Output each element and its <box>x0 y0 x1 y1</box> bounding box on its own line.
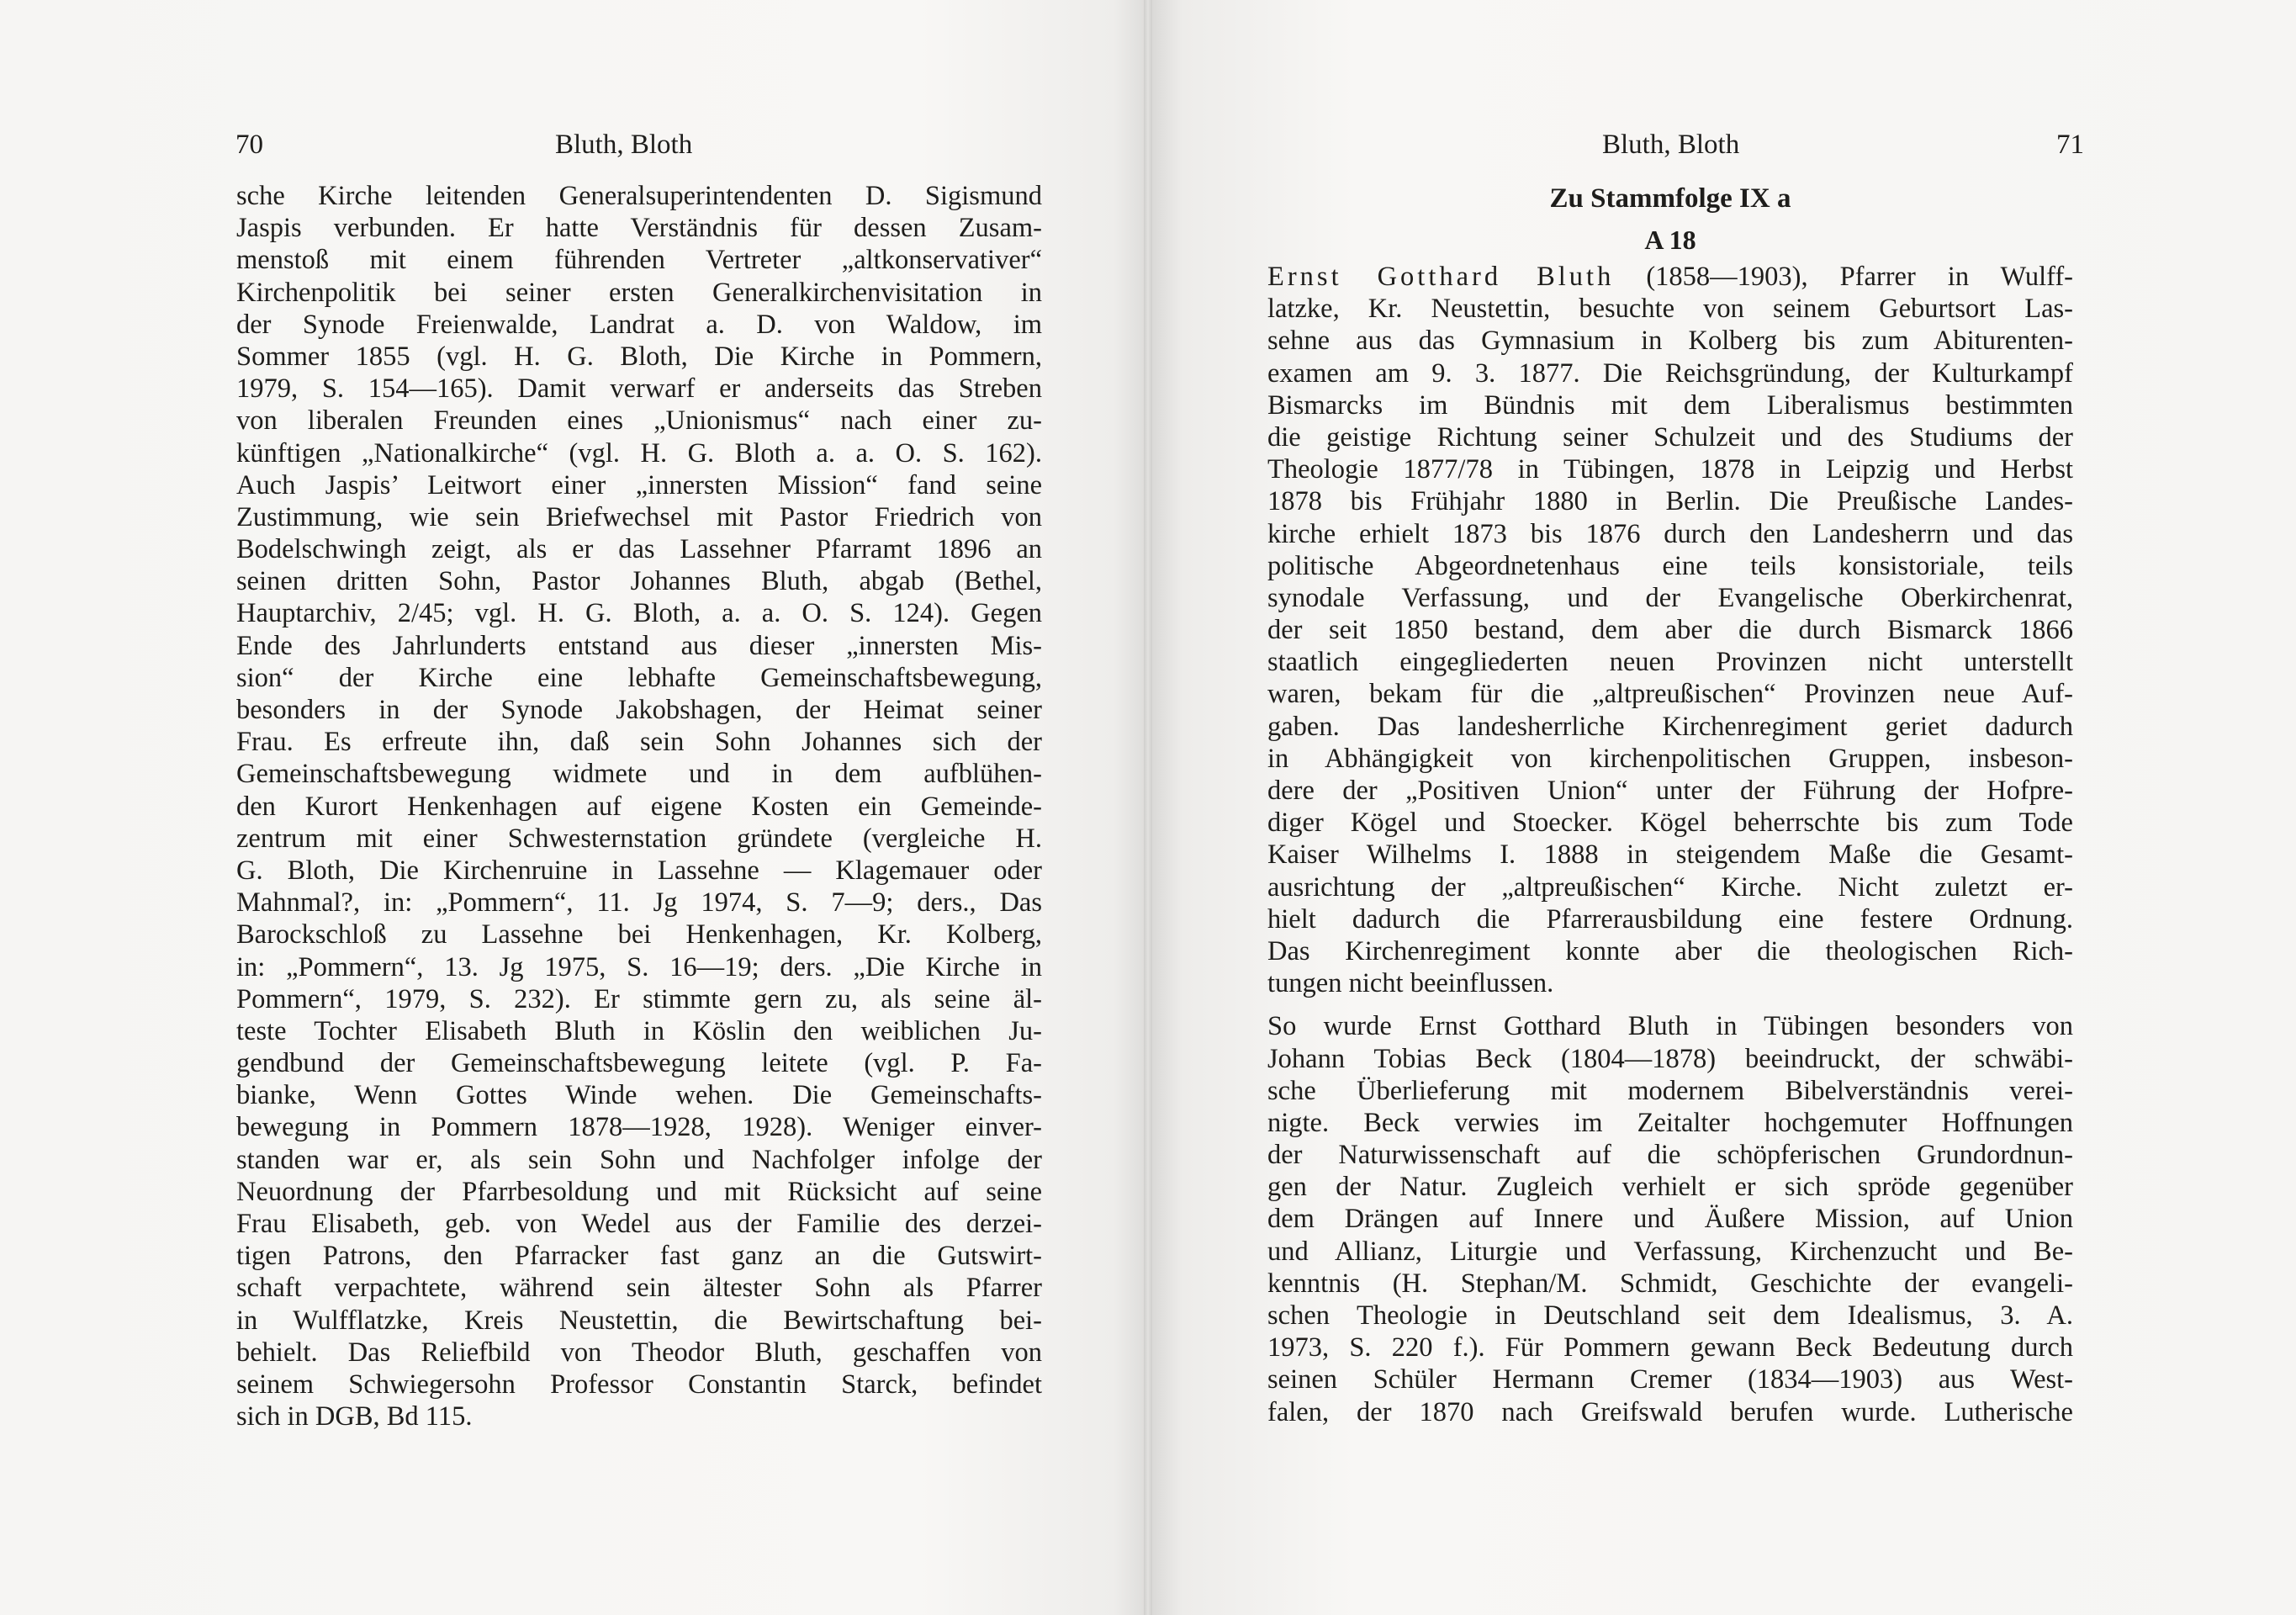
text-line: Pommern“, 1979, S. 232). Er stimmte gern zu, als seine äl- <box>236 983 1042 1014</box>
right-page <box>1148 0 2296 1615</box>
text-line: sehne aus das Gymnasium in Kolberg bis zum Abiturenten- <box>1267 326 2073 357</box>
text-line: Ernst Gotthard Bluth (1858—1903), Pfarrer in Wulff- <box>1267 262 2073 292</box>
text-line: Auch Jaspis’ Leitwort einer „innersten Mission“ fand seine <box>236 469 1042 500</box>
text-line: der Synode Freienwalde, Landrat a. D. von Waldow, im <box>236 309 1042 340</box>
text-line: bianke, Wenn Gottes Winde wehen. Die Gemeinschafts- <box>236 1080 1042 1111</box>
text-line: in Abhängigkeit von kirchenpolitischen Gruppen, insbeson- <box>1267 743 2073 774</box>
text-line: Hauptarchiv, 2/45; vgl. H. G. Bloth, a. a. O. S. 124). Gegen <box>236 598 1042 629</box>
page-number-right: 71 <box>2056 130 2084 160</box>
text-line: sche Überlieferung mit modernem Bibelverständnis verei- <box>1267 1075 2073 1106</box>
text-line: 1979, S. 154—165). Damit verwarf er anderseits das Streben <box>236 373 1042 405</box>
text-line: Neuordnung der Pfarrbesoldung und mit Rücksicht auf seine <box>236 1176 1042 1207</box>
book-gutter <box>1144 0 1152 1615</box>
text-line: gen der Natur. Zugleich verhielt er sich spröde gegenüber <box>1267 1172 2073 1203</box>
left-page-body <box>236 180 1042 1432</box>
text-line: Sommer 1855 (vgl. H. G. Bloth, Die Kirche in Pommern, <box>236 341 1042 372</box>
text-line: von liberalen Freunden eines „Unionismus“ nach einer zu- <box>236 405 1042 437</box>
text-line: standen war er, als sein Sohn und Nachfolger infolge der <box>236 1144 1042 1175</box>
text-line: sche Kirche leitenden Generalsuperintendenten D. Sigismund <box>236 181 1042 211</box>
text-line: bewegung in Pommern 1878—1928, 1928). Weniger einver- <box>236 1112 1042 1143</box>
text-line: dere der „Positiven Union“ unter der Führung der Hofpre- <box>1267 776 2073 806</box>
paragraph-1 <box>1267 261 2073 999</box>
text-line: ausrichtung der „altpreußischen“ Kirche. Nicht zuletzt er- <box>1267 871 2073 903</box>
text-line: behielt. Das Reliefbild von Theodor Bluth, geschaffen von <box>236 1337 1042 1368</box>
text-line: den Kurort Henkenhagen auf eigene Kosten ein Gemeinde- <box>236 791 1042 822</box>
text-line: politische Abgeordnetenhaus eine teils konsistoriale, teils <box>1267 550 2073 581</box>
text-line: Ende des Jahrlunderts entstand aus dieser „innersten Mis- <box>236 630 1042 661</box>
text-line: synodale Verfassung, und der Evangelische Oberkirchenrat, <box>1267 582 2073 613</box>
text-line: und Allianz, Liturgie und Verfassung, Kirchenzucht und Be- <box>1267 1236 2073 1267</box>
text-line: Barockschloß zu Lassehne bei Henkenhagen, Kr. Kolberg, <box>236 919 1042 950</box>
text-line: Kirchenpolitik bei seiner ersten Generalkirchenvisitation in <box>236 277 1042 308</box>
text-line: waren, bekam für die „altpreußischen“ Provinzen neue Auf- <box>1267 679 2073 710</box>
text-line: der seit 1850 bestand, dem aber die durch Bismarck 1866 <box>1267 615 2073 646</box>
text-line: falen, der 1870 nach Greifswald berufen wurde. Lutherische <box>1267 1396 2073 1427</box>
section-heading: Zu Stammfolge IX a <box>1549 183 1791 214</box>
text-line: So wurde Ernst Gotthard Bluth in Tübingen besonders von <box>1267 1011 2073 1042</box>
text-line: in Wulfflatzke, Kreis Neustettin, die Bewirtschaftung bei- <box>236 1305 1042 1336</box>
text-line: tigen Patrons, den Pfarracker fast ganz an die Gutswirt- <box>236 1241 1042 1272</box>
page-number-left: 70 <box>235 130 263 160</box>
text-line: Mahnmal?, in: „Pommern“, 11. Jg 1974, S. 7—9; ders., Das <box>236 887 1042 919</box>
paragraph-2 <box>1267 1010 2073 1427</box>
text-line: menstoß mit einem führenden Vertreter „altkonservativer“ <box>236 245 1042 276</box>
text-line: Johann Tobias Beck (1804—1878) beeindruckt, der schwäbi- <box>1267 1043 2073 1074</box>
text-line: 1973, S. 220 f.). Für Pommern gewann Beck Bedeutung durch <box>1267 1332 2073 1363</box>
text-line: sion“ der Kirche eine lebhafte Gemeinschaftsbewegung, <box>236 662 1042 693</box>
text-line: dem Drängen auf Innere und Äußere Mission, auf Union <box>1267 1204 2073 1235</box>
text-line: Kaiser Wilhelms I. 1888 in steigendem Maße die Gesamt- <box>1267 839 2073 871</box>
text-line: besonders in der Synode Jakobshagen, der Heimat seiner <box>236 695 1042 725</box>
section-subheading: A 18 <box>1644 225 1696 255</box>
running-title-left: Bluth, Bloth <box>555 130 693 160</box>
text-line: Theologie 1877/78 in Tübingen, 1878 in Leipzig und Herbst <box>1267 454 2073 485</box>
text-line: hielt dadurch die Pfarrerausbildung eine festere Ordnung. <box>1267 903 2073 935</box>
text-line: tungen nicht beeinflussen. <box>1267 968 1554 999</box>
text-line: künftigen „Nationalkirche“ (vgl. H. G. Bloth a. a. O. S. 162). <box>236 437 1042 469</box>
text-line: latzke, Kr. Neustettin, besuchte von seinem Geburtsort Las- <box>1267 294 2073 325</box>
text-line: gaben. Das landesherrliche Kirchenregiment geriet dadurch <box>1267 711 2073 742</box>
text-line: Das Kirchenregiment konnte aber die theologischen Rich- <box>1267 935 2073 966</box>
text-line: G. Bloth, Die Kirchenruine in Lassehne — Klagemauer oder <box>236 855 1042 886</box>
text-line: der Naturwissenschaft auf die schöpferischen Grundordnun- <box>1267 1140 2073 1171</box>
text-line: Gemeinschaftsbewegung widmete und in dem aufblühen- <box>236 759 1042 790</box>
text-line: Jaspis verbunden. Er hatte Verständnis für dessen Zusam- <box>236 213 1042 244</box>
text-line: staatlich eingegliederten neuen Provinzen nicht unterstellt <box>1267 647 2073 678</box>
text-line: 1878 bis Frühjahr 1880 in Berlin. Die Preußische Landes- <box>1267 486 2073 517</box>
text-line: kirche erhielt 1873 bis 1876 durch den Landesherrn und das <box>1267 518 2073 549</box>
text-line: Zustimmung, wie sein Briefwechsel mit Pastor Friedrich von <box>236 501 1042 532</box>
text-line: nigte. Beck verwies im Zeitalter hochgemuter Hoffnungen <box>1267 1107 2073 1138</box>
text-line: in: „Pommern“, 13. Jg 1975, S. 16—19; ders. „Die Kirche in <box>236 951 1042 982</box>
paragraph-gap <box>1267 999 2073 1010</box>
text-line: seinen Schüler Hermann Cremer (1834—1903) aus West- <box>1267 1364 2073 1395</box>
text-line: seinem Schwiegersohn Professor Constantin Starck, befindet <box>236 1369 1042 1400</box>
text-line: teste Tochter Elisabeth Bluth in Köslin den weiblichen Ju- <box>236 1015 1042 1046</box>
text-line: schen Theologie in Deutschland seit dem Idealismus, 3. A. <box>1267 1300 2073 1331</box>
text-line: die geistige Richtung seiner Schulzeit und des Studiums der <box>1267 421 2073 453</box>
running-title-right: Bluth, Bloth <box>1602 130 1740 160</box>
text-line: seinen dritten Sohn, Pastor Johannes Bluth, abgab (Bethel, <box>236 566 1042 597</box>
text-line: Bismarcks im Bündnis mit dem Liberalismus bestimmten <box>1267 389 2073 421</box>
text-line: schaft verpachtete, während sein ältester Sohn als Pfarrer <box>236 1273 1042 1304</box>
right-page-body <box>1267 178 2073 1428</box>
text-line: kenntnis (H. Stephan/M. Schmidt, Geschichte der evangeli- <box>1267 1268 2073 1299</box>
text-line: diger Kögel und Stoecker. Kögel beherrschte bis zum Tode <box>1267 808 2073 839</box>
text-line: sich in DGB, Bd 115. <box>236 1401 473 1432</box>
text-line: Frau Elisabeth, geb. von Wedel aus der Familie des derzei- <box>236 1209 1042 1239</box>
text-line: gendbund der Gemeinschaftsbewegung leitete (vgl. P. Fa- <box>236 1048 1042 1079</box>
text-line: examen am 9. 3. 1877. Die Reichsgründung, der Kulturkampf <box>1267 357 2073 389</box>
text-line: zentrum mit einer Schwesternstation gründete (vergleiche H. <box>236 823 1042 854</box>
text-line: Frau. Es erfreute ihn, daß sein Sohn Johannes sich der <box>236 727 1042 758</box>
text-line: Bodelschwingh zeigt, als er das Lassehner Pfarramt 1896 an <box>236 534 1042 565</box>
